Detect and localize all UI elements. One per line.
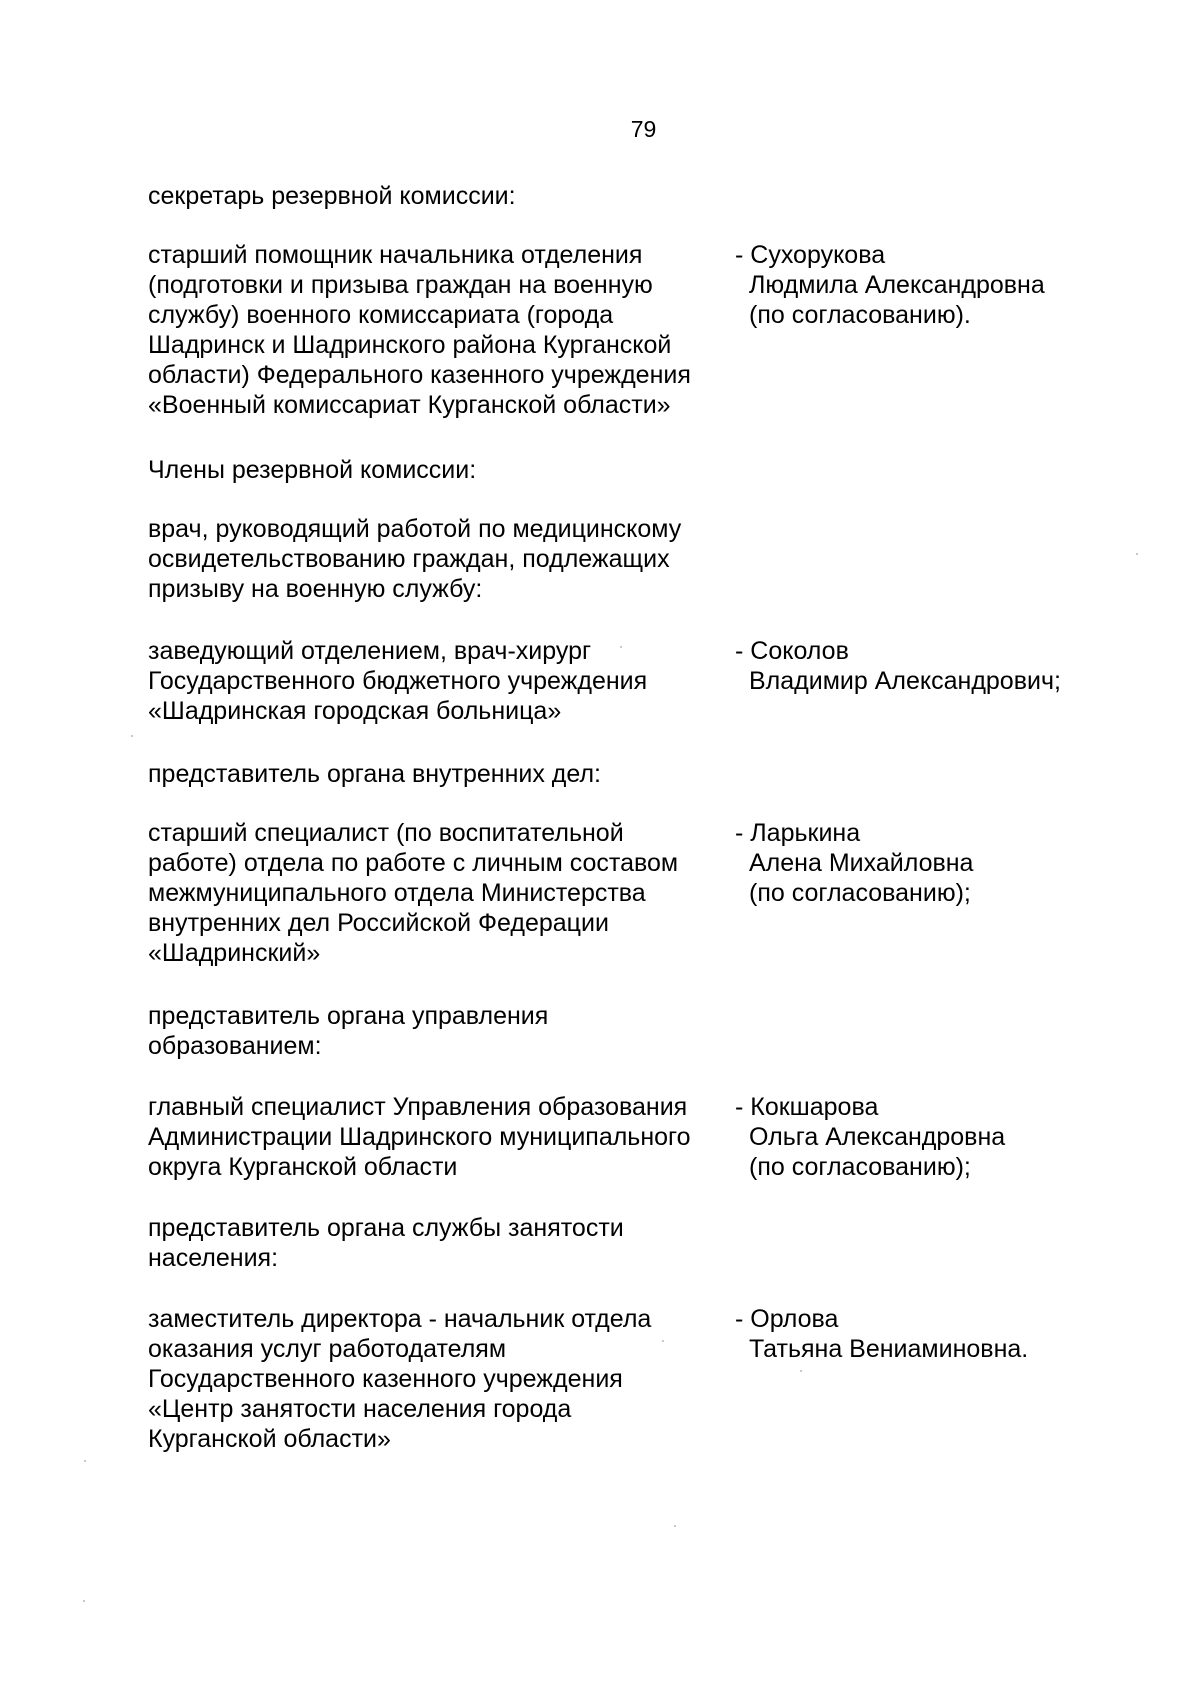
person-name	[735, 1304, 1028, 1364]
text-line: представитель органа внутренних дел:	[148, 760, 602, 788]
text-line: области) Федерального казенного учреждения	[148, 361, 691, 389]
text-line: Члены резервной комиссии:	[148, 456, 477, 484]
text-line: «Шадринский»	[148, 939, 321, 967]
text-line: заведующий отделением, врач-хирург	[148, 637, 592, 665]
text-line: - Кокшарова	[735, 1093, 879, 1121]
text-line: заместитель директора - начальник отдела	[148, 1305, 652, 1333]
text-line: Шадринск и Шадринского района Курганской	[148, 331, 672, 359]
text-line: населения:	[148, 1244, 279, 1272]
text-line: представитель органа управления	[148, 1002, 549, 1030]
text-line: межмуниципального отдела Министерства	[148, 879, 646, 907]
text-line: старший помощник начальника отделения	[148, 241, 643, 269]
text-line: Государственного бюджетного учреждения	[148, 667, 648, 695]
text-line: представитель органа службы занятости	[148, 1214, 624, 1242]
text-line: (по согласованию);	[749, 1153, 971, 1181]
text-line: работе) отдела по работе с личным составом	[148, 849, 679, 877]
text-line: оказания услуг работодателям	[148, 1335, 507, 1363]
section-heading-doctor	[148, 514, 681, 604]
section-heading-employment	[148, 1213, 624, 1273]
text-line: Алена Михайловна	[749, 849, 974, 877]
position-description	[148, 1304, 651, 1454]
text-line: Людмила Александровна	[749, 271, 1045, 299]
text-line: (по согласованию);	[749, 879, 971, 907]
text-line: службу) военного комиссариата (города	[148, 301, 614, 329]
text-line: - Соколов	[735, 637, 849, 665]
scan-speck	[662, 1340, 664, 1342]
text-line: образованием:	[148, 1032, 322, 1060]
scan-speck	[1136, 553, 1138, 555]
position-description	[148, 1092, 691, 1182]
section-heading-police	[148, 759, 601, 789]
text-line: округа Курганской области	[148, 1153, 458, 1181]
text-line: Курганской области»	[148, 1425, 391, 1453]
text-line: (по согласованию).	[749, 301, 971, 329]
text-line: врач, руководящий работой по медицинскому	[148, 515, 682, 543]
text-line: Государственного казенного учреждения	[148, 1365, 623, 1393]
text-line: - Сухорукова	[735, 241, 886, 269]
text-line: внутренних дел Российской Федерации	[148, 909, 609, 937]
scan-speck	[800, 1370, 802, 1372]
position-description	[148, 636, 647, 726]
position-description	[148, 240, 691, 420]
section-heading-members	[148, 455, 476, 485]
text-line: секретарь резервной комиссии:	[148, 182, 516, 210]
section-heading-education	[148, 1001, 548, 1061]
person-name	[735, 240, 1045, 330]
person-name	[735, 636, 1061, 696]
scan-speck	[131, 735, 133, 737]
text-line: главный специалист Управления образования	[148, 1093, 688, 1121]
text-line: - Ларькина	[735, 819, 861, 847]
text-line: - Орлова	[735, 1305, 839, 1333]
scan-speck	[620, 646, 622, 648]
text-line: «Военный комиссариат Курганской области»	[148, 391, 671, 419]
text-line: Ольга Александровна	[749, 1123, 1006, 1151]
position-description	[148, 818, 678, 968]
person-name	[735, 818, 973, 908]
text-line: освидетельствованию граждан, подлежащих	[148, 545, 670, 573]
text-line: «Шадринская городская больница»	[148, 697, 562, 725]
text-line: старший специалист (по воспитательной	[148, 819, 624, 847]
person-name	[735, 1092, 1005, 1182]
text-line: (подготовки и призыва граждан на военную	[148, 271, 653, 299]
text-line: Татьяна Вениаминовна.	[749, 1335, 1029, 1363]
page-number: 79	[630, 116, 657, 142]
text-line: призыву на военную службу:	[148, 575, 483, 603]
scan-speck	[83, 1600, 85, 1602]
scan-speck	[84, 1460, 86, 1462]
text-line: Администрации Шадринского муниципального	[148, 1123, 691, 1151]
text-line: Владимир Александрович;	[749, 667, 1061, 695]
section-heading-secretary	[148, 181, 516, 211]
text-line: «Центр занятости населения города	[148, 1395, 572, 1423]
scan-speck	[674, 1525, 676, 1527]
